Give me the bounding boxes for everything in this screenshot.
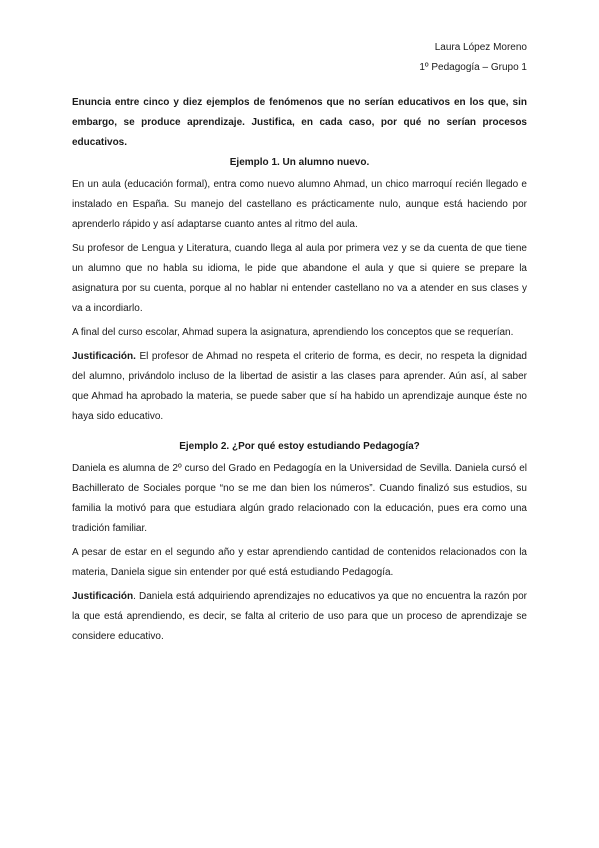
example-2-justification-label: Justificación bbox=[72, 591, 134, 602]
example-2-title: Ejemplo 2. ¿Por qué estoy estudiando Pedagogía? bbox=[179, 441, 420, 452]
page-header bbox=[419, 38, 527, 78]
example-1-justification bbox=[72, 347, 527, 427]
author-name: Laura López Moreno bbox=[434, 42, 527, 53]
example-1-paragraph-3: A final del curso escolar, Ahmad supera la asignatura, aprendiendo los conceptos que se requerían. bbox=[72, 327, 514, 338]
example-2-justification-text: . Daniela está adquiriendo aprendizajes no educativos ya que no encuentra la razón por la que está aprendiendo, es decir, se falta al criterio de uso para que un proceso de aprendizaje se considere educativo. bbox=[72, 591, 527, 642]
example-1-justification-label: Justificación. bbox=[72, 351, 136, 362]
example-2-justification bbox=[72, 587, 527, 647]
example-1-paragraph-1: En un aula (educación formal), entra como nuevo alumno Ahmad, un chico marroquí recién llegado e instalado en España. Su manejo del castellano es prácticamente nulo, aunque está haciendo por aprenderlo rápido y así adaptarse cuanto antes al ritmo del aula. bbox=[72, 179, 527, 230]
example-2-paragraph-2: A pesar de estar en el segundo año y estar aprendiendo cantidad de contenidos relacionados con la materia, Daniela sigue sin entender por qué está estudiando Pedagogía. bbox=[72, 547, 527, 578]
example-2-paragraph-1: Daniela es alumna de 2º curso del Grado en Pedagogía en la Universidad de Sevilla. Daniela cursó el Bachillerato de Sociales porque “no se me dan bien los números”. Cuando finalizó sus estudios, su familia la motivó para que estudiara algún grado relacionado con la educación, pues era como una tradición familiar. bbox=[72, 463, 527, 534]
example-1-justification-text: El profesor de Ahmad no respeta el criterio de forma, es decir, no respeta la dignidad del alumno, privándolo incluso de la libertad de asistir a las clases para aprender. Aún así, al saber que Ahmad ha aprobado la materia, se puede saber que sí ha habido un aprendizaje aunque éste no haya sido educativo. bbox=[72, 351, 527, 422]
example-1-paragraph-2: Su profesor de Lengua y Literatura, cuando llega al aula por primera vez y se da cuenta de que tiene un alumno que no habla su idioma, le pide que abandone el aula y que si quiere se prepare la asignatura por su cuenta, porque al no hablar ni entender castellano no va a atender en sus clases y va a incordiarlo. bbox=[72, 243, 527, 314]
course-group: 1º Pedagogía – Grupo 1 bbox=[419, 62, 527, 73]
document-body bbox=[72, 93, 527, 651]
assignment-question: Enuncia entre cinco y diez ejemplos de fenómenos que no serían educativos en los que, sin embargo, se produce aprendizaje. Justifica, en cada caso, por qué no serían procesos educativos. bbox=[72, 97, 527, 148]
example-1-title: Ejemplo 1. Un alumno nuevo. bbox=[229, 157, 370, 168]
